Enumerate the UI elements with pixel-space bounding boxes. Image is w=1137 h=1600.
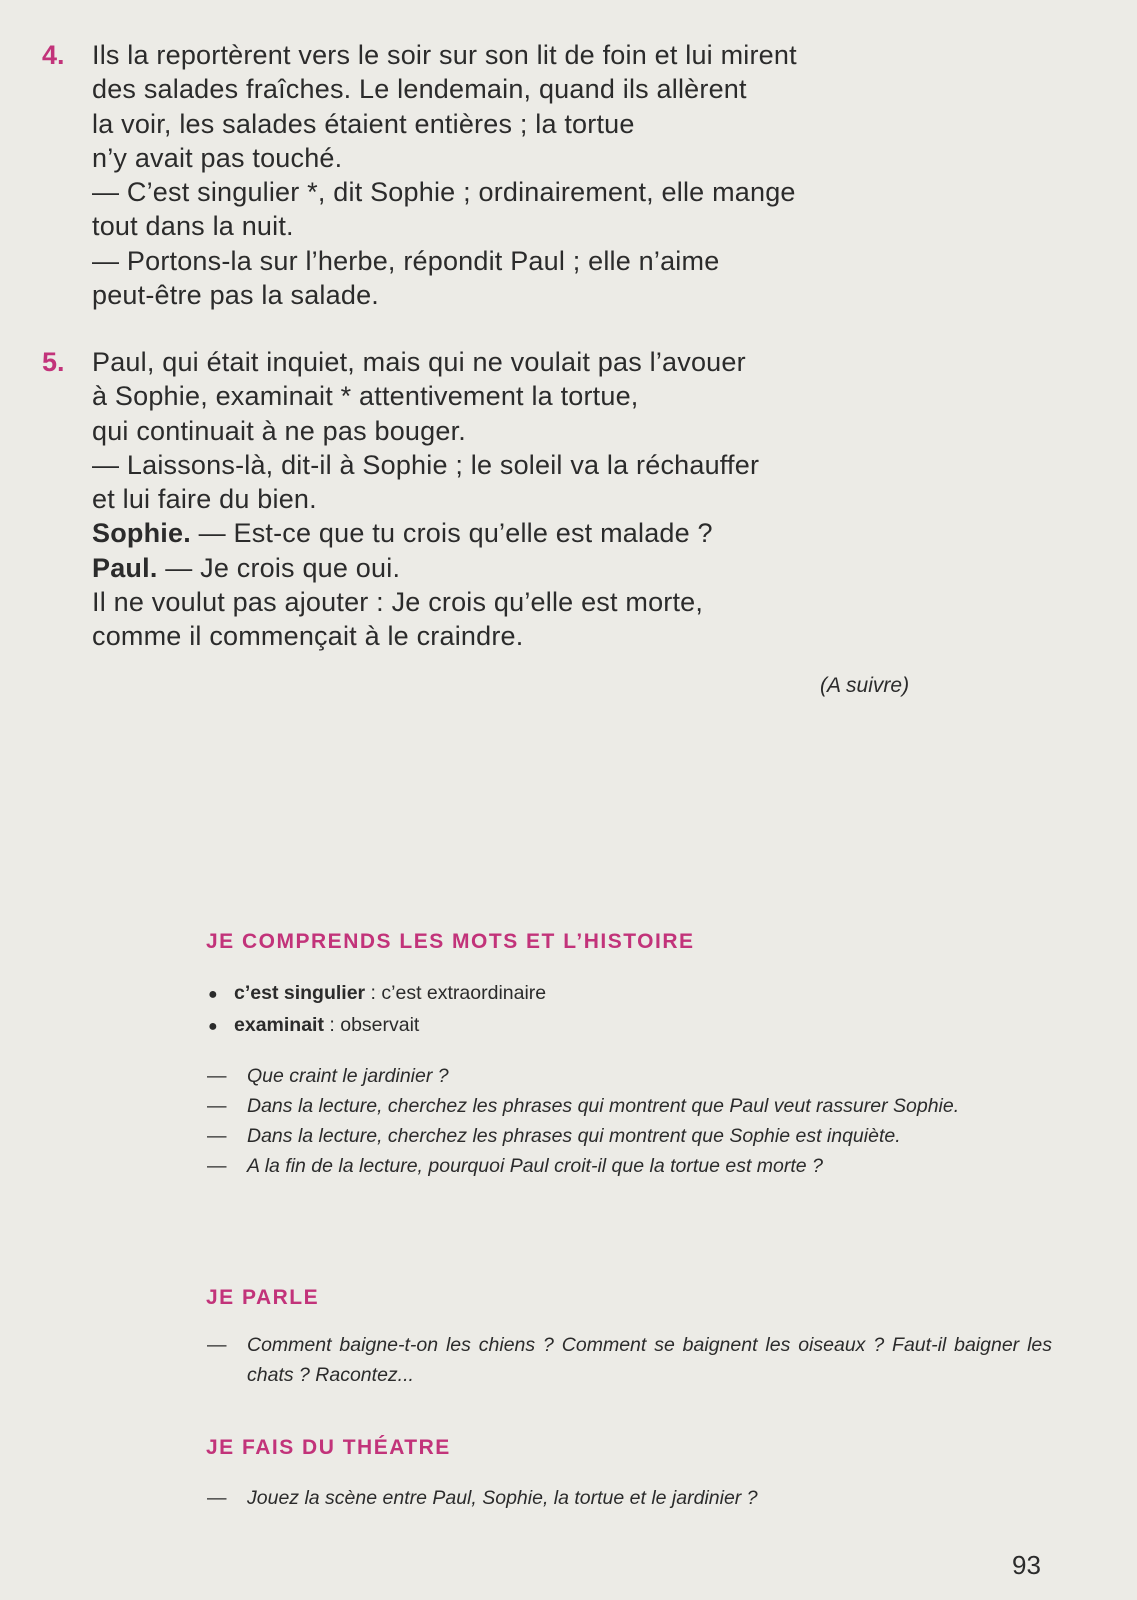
- text-line: — Portons-la sur l’herbe, répondit Paul ; elle n’aime: [92, 245, 720, 276]
- text-line: et lui faire du bien.: [92, 484, 317, 515]
- question-text: Jouez la scène entre Paul, Sophie, la tortue et le jardinier ?: [247, 1487, 758, 1509]
- question-list-comprends: [207, 1061, 1052, 1181]
- paragraph-number: 5.: [42, 347, 65, 377]
- question-item: [207, 1151, 1052, 1181]
- text-line: Il ne voulut pas ajouter : Je crois qu’elle est morte,: [92, 587, 704, 618]
- section-title-theatre: JE FAIS DU THÉATRE: [206, 1436, 451, 1459]
- page-number: 93: [1012, 1550, 1041, 1580]
- text-line: comme il commençait à le craindre.: [92, 621, 524, 652]
- speaker-name: Paul.: [92, 552, 158, 583]
- vocabulary-list: [208, 978, 546, 1042]
- dash: —: [207, 1334, 227, 1356]
- to-be-continued: (A suivre): [820, 674, 910, 697]
- question-item: [207, 1091, 1052, 1121]
- text-line: Ils la reportèrent vers le soir sur son lit de foin et lui mirent: [92, 40, 797, 70]
- question-list-parle: [207, 1330, 1052, 1390]
- paragraph-text: [92, 38, 1042, 312]
- dialogue-line: [92, 551, 1042, 585]
- vocab-item: [208, 978, 546, 1010]
- paragraph-4: [42, 38, 1042, 312]
- vocab-item: [208, 1010, 546, 1042]
- speaker-name: Sophie.: [92, 518, 191, 549]
- text-line: peut-être pas la salade.: [92, 280, 379, 311]
- section-title-parle: JE PARLE: [206, 1286, 320, 1309]
- bullet-icon: ●: [208, 986, 218, 1003]
- text-line: la voir, les salades étaient entières ; la tortue: [92, 108, 635, 139]
- dash: —: [207, 1065, 227, 1087]
- vocab-term: c’est singulier: [234, 982, 366, 1004]
- question-text: A la fin de la lecture, pourquoi Paul croit-il que la tortue est morte ?: [247, 1155, 823, 1177]
- text-line: — C’est singulier *, dit Sophie ; ordinairement, elle mange: [92, 177, 796, 208]
- paragraph-number: 4.: [42, 40, 65, 70]
- dash: —: [207, 1487, 227, 1509]
- section-title-comprends: JE COMPRENDS LES MOTS ET L’HISTOIRE: [206, 930, 695, 953]
- text-line: n’y avait pas touché.: [92, 142, 343, 173]
- question-item: [207, 1483, 1052, 1513]
- text-line: Paul, qui était inquiet, mais qui ne voulait pas l’avouer: [92, 347, 746, 377]
- vocab-definition: : c’est extraordinaire: [365, 982, 547, 1004]
- question-text: Dans la lecture, cherchez les phrases qui montrent que Paul veut rassurer Sophie.: [247, 1095, 960, 1117]
- dialogue-line: [92, 516, 1042, 550]
- question-list-theatre: [207, 1483, 1052, 1513]
- vocab-term: examinait: [234, 1014, 324, 1036]
- bullet-icon: ●: [208, 1018, 218, 1035]
- dash: —: [207, 1095, 227, 1117]
- text-line: — Laissons-là, dit-il à Sophie ; le soleil va la réchauffer: [92, 449, 760, 480]
- paragraph-text: [92, 345, 1042, 654]
- dash: —: [207, 1125, 227, 1147]
- dash: —: [207, 1155, 227, 1177]
- question-text: Que craint le jardinier ?: [247, 1065, 449, 1087]
- text-line: qui continuait à ne pas bouger.: [92, 415, 466, 446]
- question-text: Dans la lecture, cherchez les phrases qui montrent que Sophie est inquiète.: [247, 1125, 901, 1147]
- vocab-definition: : observait: [323, 1014, 420, 1036]
- question-item: [207, 1330, 1052, 1390]
- dialogue-text: — Est-ce que tu crois qu’elle est malade ?: [190, 518, 713, 549]
- question-item: [207, 1121, 1052, 1151]
- dialogue-text: — Je crois que oui.: [157, 552, 401, 583]
- text-line: des salades fraîches. Le lendemain, quand ils allèrent: [92, 74, 747, 105]
- text-line: à Sophie, examinait * attentivement la tortue,: [92, 381, 639, 412]
- question-item: [207, 1061, 1052, 1091]
- text-line: tout dans la nuit.: [92, 211, 294, 242]
- paragraph-5: [42, 345, 1042, 654]
- question-text: Comment baigne-t-on les chiens ? Comment se baignent les oiseaux ? Faut-il baigner les chats ? Racontez...: [247, 1334, 1052, 1386]
